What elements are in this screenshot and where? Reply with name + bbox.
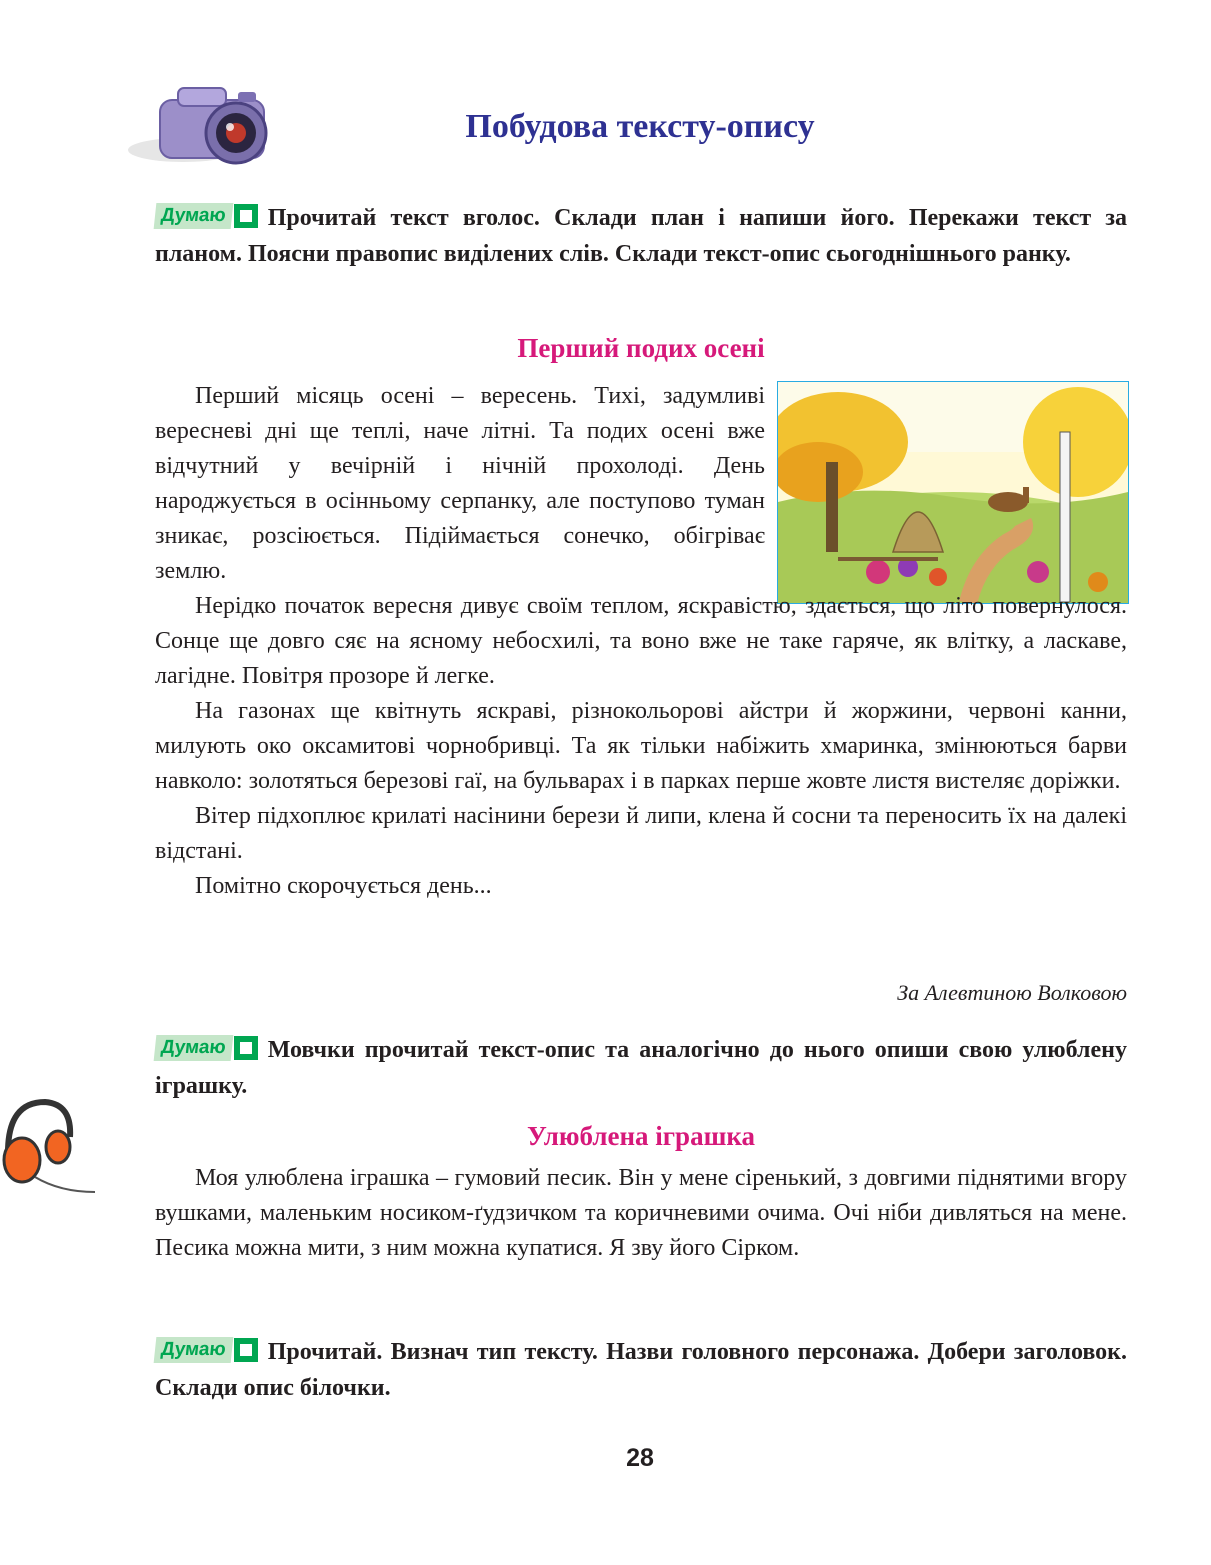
task-3-text: Прочитай. Визнач тип тексту. Назви головного персонажа. Добери заголовок. Склади опис білочки. (155, 1339, 1127, 1401)
checkbox-icon (234, 1338, 258, 1362)
think-badge-label: Думаю (154, 1035, 233, 1061)
checkbox-icon (234, 204, 258, 228)
story-2-title: Улюблена іграшка (526, 1121, 756, 1151)
story-1-body (155, 589, 1127, 904)
source-attribution: За Алевтиною Волковою (897, 980, 1127, 1005)
paragraph-text: Перший місяць осені – вересень. Тихі, задумливі вересневі дні ще теплі, наче літні. Та подих осені вже відчутний у вечірній і нічній прохолоді. День народжується в осінньому серпанку, але поступово туман зникає, розсіюється. Підіймається сонечко, обігріває землю. (155, 383, 765, 584)
story-1-title: Перший подих осені (517, 333, 765, 363)
paragraph-text: Помітно скорочується день... (195, 873, 492, 899)
story-1-paragraph-1 (155, 379, 765, 589)
paragraph-text: Вітер підхоплює крилаті насінини берези й липи, клена й сосни та переносить їх на далекі відстані. (155, 803, 1127, 864)
page-title: Побудова тексту-опису (465, 108, 815, 145)
think-badge (155, 1336, 258, 1364)
think-badge-label: Думаю (154, 203, 233, 229)
headphones-icon (0, 1092, 100, 1202)
task-1-text: Прочитай текст вголос. Склади план і напиши його. Перекажи текст за планом. Поясни правопис виділених слів. Склади текст-опис сьогоднішнього ранку. (155, 205, 1127, 267)
task-2-text: Мовчки прочитай текст-опис та аналогічно до нього опиши свою улюблену іграшку. (155, 1037, 1127, 1099)
think-badge-label: Думаю (154, 1337, 233, 1363)
autumn-landscape-illustration (777, 381, 1129, 604)
checkbox-icon (234, 1036, 258, 1060)
story-2-body (155, 1161, 1127, 1266)
task-2 (155, 1032, 1127, 1104)
think-badge (155, 202, 258, 230)
paragraph-text: На газонах ще квітнуть яскраві, різнокольорові айстри й жоржини, червоні канни, милують око оксамитові чорнобривці. Та як тільки набіжить хмаринка, змінюються барви навколо: золотяться березові гаї, на бульварах і в парках перше жовте листя вистеляє доріжки. (155, 698, 1127, 794)
task-3 (155, 1334, 1127, 1406)
page-number: 28 (626, 1444, 654, 1472)
paragraph-text: Нерідко початок вересня дивує своїм теплом, яскравістю, здається, що літо повернулося. Сонце ще довго сяє на ясному небосхилі, та воно вже не таке гаряче, як влітку, а ласкаве, лагідне. Повітря прозоре й легке. (155, 593, 1127, 689)
think-badge (155, 1034, 258, 1062)
task-1 (155, 200, 1127, 272)
paragraph-text: Моя улюблена іграшка – гумовий песик. Він у мене сіренький, з довгими піднятими вгору вушками, маленьким носиком-ґудзичком та коричневими очима. Очі ніби дивляться на мене. Песика можна мити, з ним можна купатися. Я зву його Сірком. (155, 1165, 1127, 1261)
